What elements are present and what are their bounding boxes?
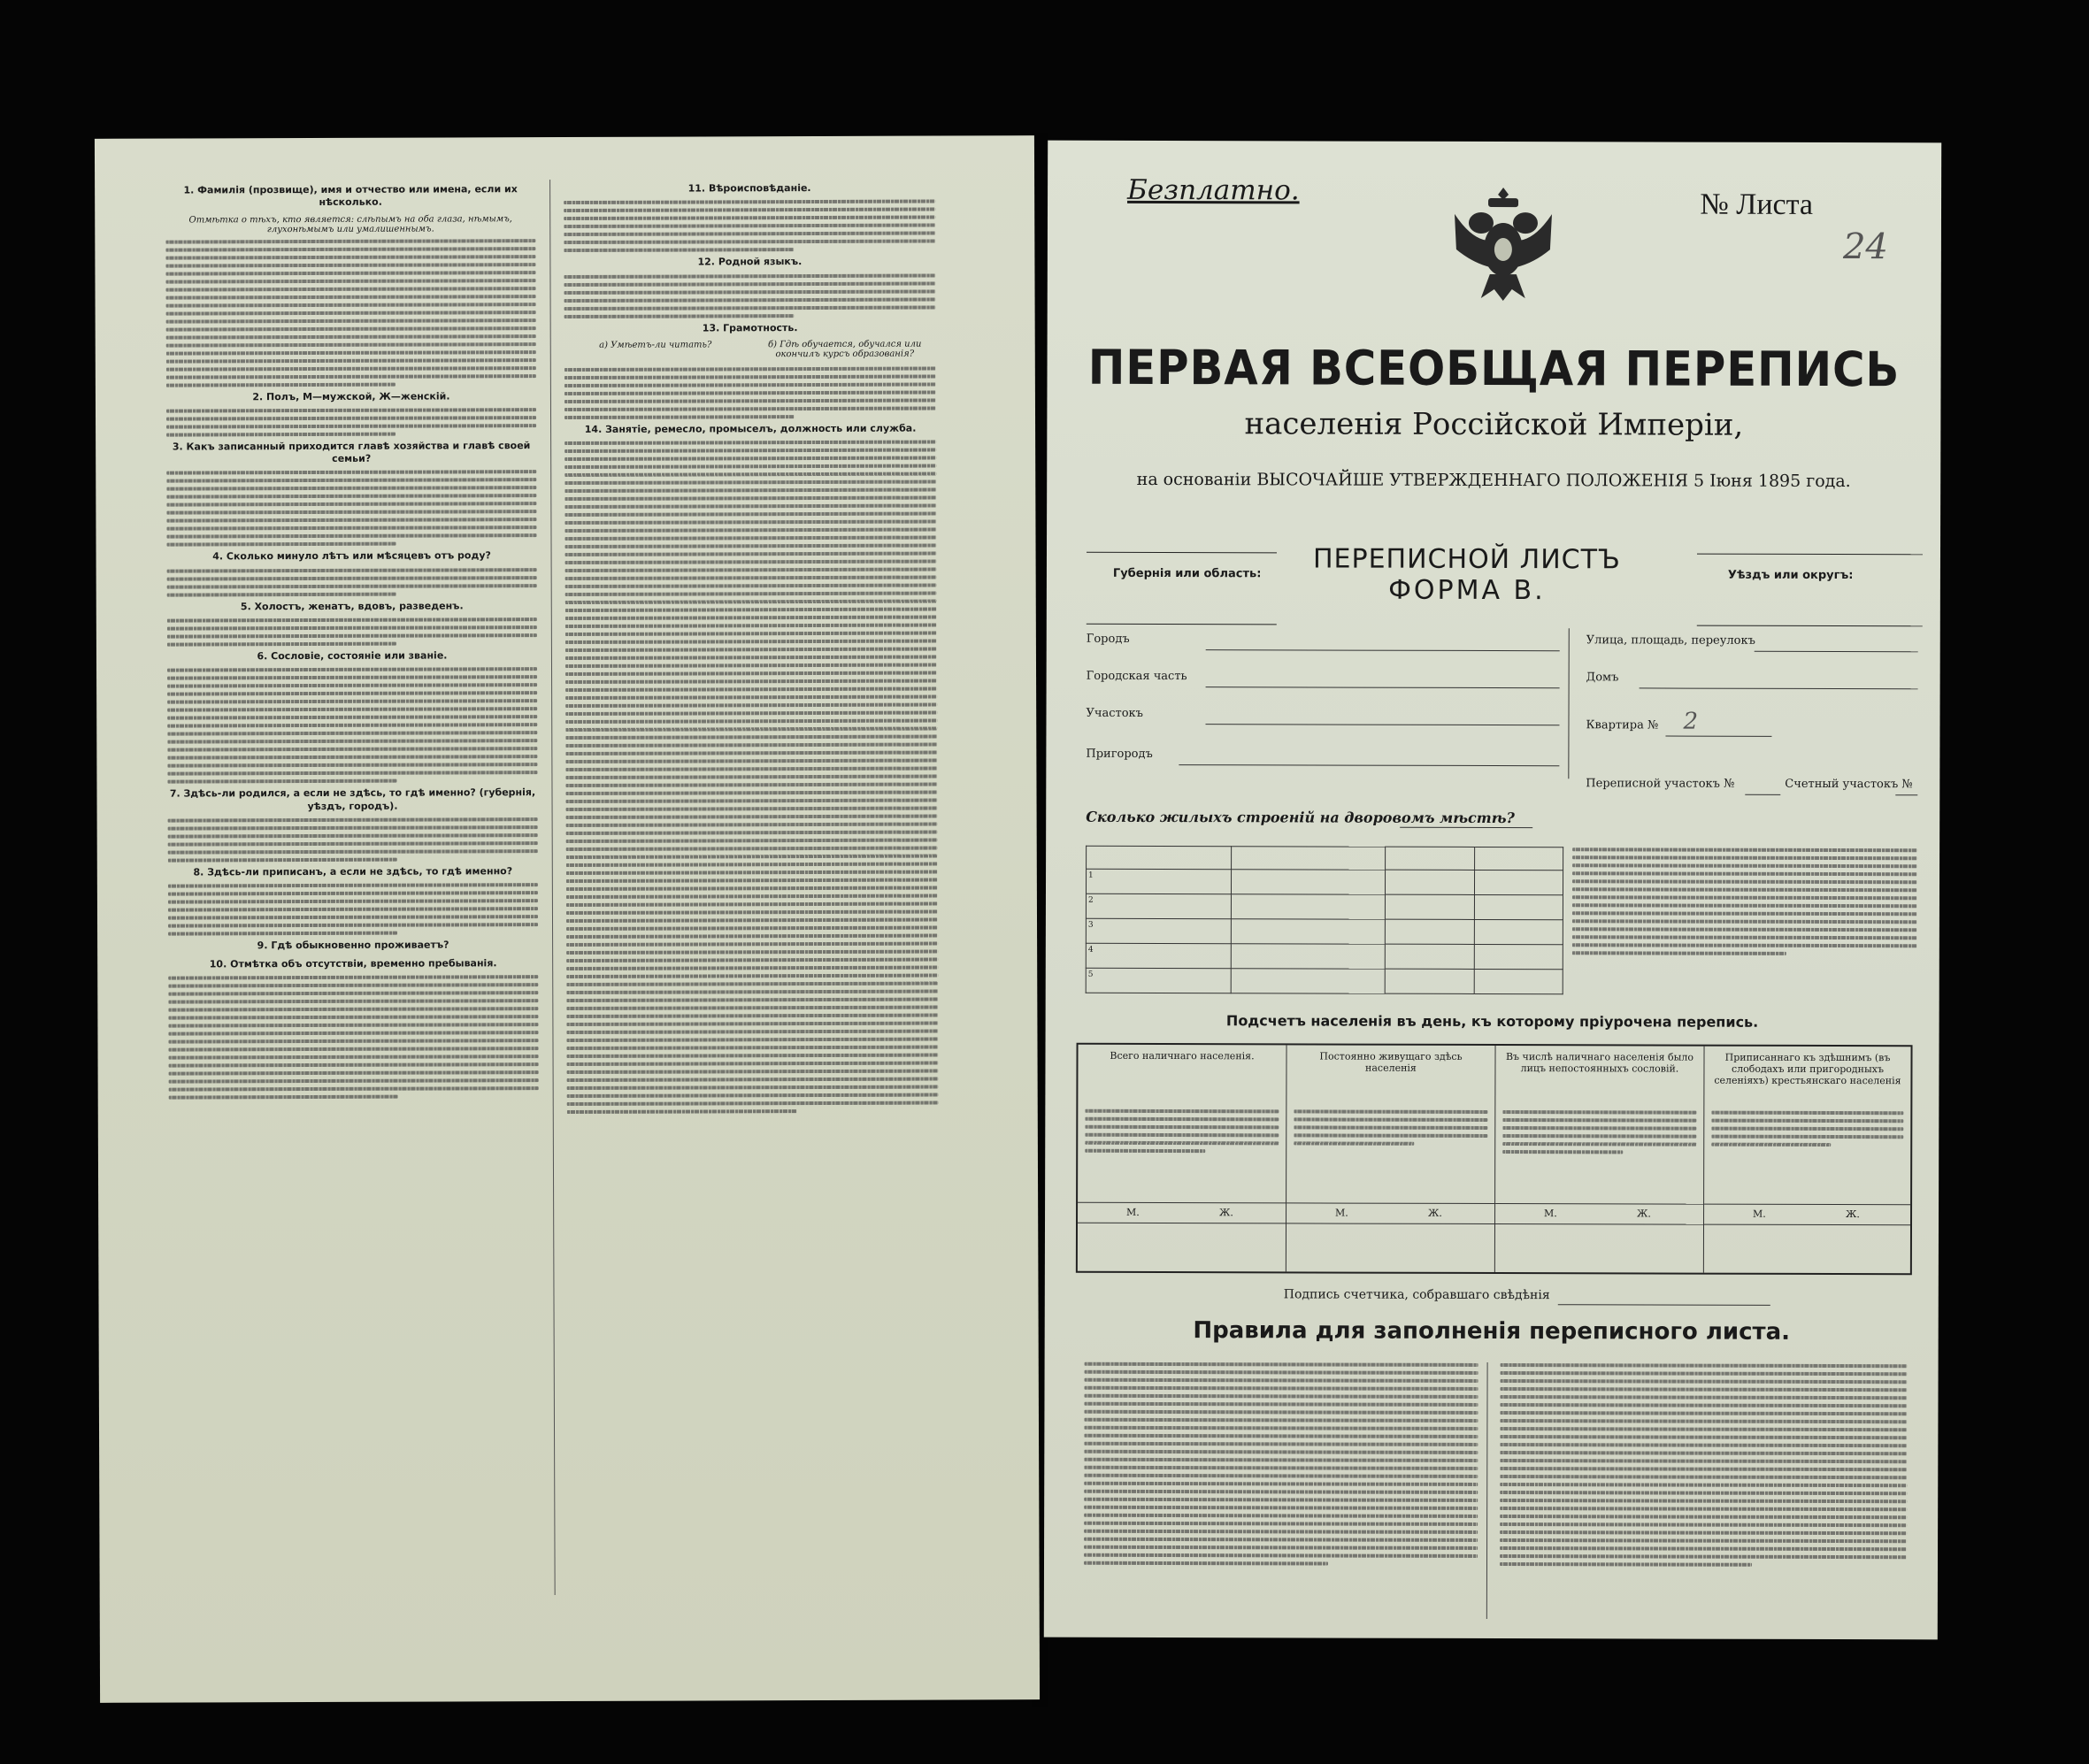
body-text [564,441,939,1114]
handwritten-apartment-no: 2 [1683,708,1699,735]
free-stamp: Безплатно. [1127,173,1300,207]
section-note: Отмѣтка о тѣхъ, кто является: слѣпымъ на оба глаза, нѣмымъ, глухонѣмымъ или умалишеннымъ. [188,213,512,234]
field-suburb: Пригородъ [1086,747,1153,761]
mf-row [1286,1202,1494,1224]
section-heading: 10. Отмѣтка объ отсутствіи, временно пребыванія. [209,956,497,970]
body-text [167,667,537,783]
body-text [167,568,537,596]
mf-label: Ж. [1637,1208,1651,1220]
count-col-header: Приписаннаго къ здѣшнимъ (въ слободахъ или пригородныхъ селеніяхъ) крестьянскаго населенія [1714,1051,1901,1087]
double-headed-eagle-emblem [1446,179,1561,303]
mf-label: Ж. [1846,1208,1860,1221]
dw-row-num: 2 [1086,894,1231,918]
census-title: ПЕРВАЯ ВСЕОБЩАЯ ПЕРЕПИСЬ [1087,339,1901,398]
mf-label: М. [1335,1207,1348,1219]
sheet-number-label: № Листа [1700,188,1814,221]
address-divider [1568,628,1569,778]
province-label: Губернія или область: [1112,566,1262,581]
field-house: Домъ [1586,671,1619,685]
body-text [166,408,536,436]
section-heading: 2. Полъ, М—мужской, Ж—женскій. [252,390,450,403]
field-line [1755,651,1918,652]
section-heading: 14. Занятіе, ремесло, промыселъ, должность или служба. [584,422,917,435]
district-label: Уѣздъ или округъ: [1727,568,1854,583]
section-heading: 5. Холостъ, женатъ, вдовъ, разведенъ. [240,600,464,613]
field-city: Городъ [1086,632,1130,646]
left-column-2 [564,179,939,1119]
field-line [1665,736,1771,737]
census-basis: на основаніи ВЫСОЧАЙШЕ УТВЕРЖДЕННАГО ПОЛОЖЕНІЯ 5 Іюня 1895 года. [1136,469,1851,492]
form-title: ПЕРЕПИСНОЙ ЛИСТЪ [1312,543,1621,576]
body-text [564,273,935,318]
mf-label: М. [1753,1208,1766,1220]
field-line [1206,649,1560,651]
mf-label: М. [1126,1206,1140,1218]
count-col [1495,1046,1705,1273]
section-heading: 13. Грамотность. [702,321,798,334]
right-page [1044,141,1941,1640]
section-heading: 6. Сословіе, состояніе или званіе. [257,649,448,663]
dw-row-num: 3 [1086,918,1231,943]
mf-row [1704,1204,1910,1226]
form-title-block [1308,543,1626,606]
count-col-header: Въ числѣ наличнаго населенія было лицъ непостоянныхъ сословій. [1505,1051,1694,1075]
rules-title: Правила для заполненія переписного листа. [1193,1317,1791,1346]
form-name: ФОРМА В. [1388,574,1546,607]
dwellings-table [1086,846,1563,994]
literacy-subsections [564,339,936,364]
population-count-title: Подсчетъ населенія въ день, къ которому пріурочена перепись. [1225,1012,1759,1031]
dwellings-note [1572,845,1917,960]
count-col-header: Всего наличнаго населенія. [1110,1049,1255,1062]
province-box [1087,552,1277,625]
count-col-text [1294,1107,1487,1150]
census-subtitle: населенія Россійской Имперіи, [1244,406,1744,443]
dwellings-question: Сколько жилыхъ строеній на дворовомъ мѣстѣ? [1086,808,1515,827]
field-precinct: Участокъ [1086,706,1143,720]
mf-label: Ж. [1428,1207,1442,1219]
subsection-a: а) Умѣетъ-ли читать? [599,340,712,350]
field-apartment: Квартира № [1586,718,1659,732]
body-text [167,617,537,646]
count-col [1704,1047,1911,1274]
section-heading: 12. Родной языкъ. [697,256,803,268]
field-line [1895,794,1917,795]
left-page [95,135,1040,1703]
mf-row [1495,1203,1703,1225]
signature-line [1558,1304,1770,1306]
count-col [1286,1045,1496,1272]
mf-label: М. [1544,1208,1557,1220]
body-text [166,471,536,547]
count-col [1078,1045,1287,1272]
section-heading: 9. Гдѣ обыкновенно проживаетъ? [257,939,449,952]
left-column-1 [165,180,539,1103]
section-heading: 4. Сколько минуло лѣтъ или мѣсяцевъ отъ роду? [212,549,491,563]
field-line [1205,724,1559,725]
field-city-part: Городская часть [1086,669,1187,684]
section-heading: 11. Вѣроисповѣданіе. [687,182,811,195]
count-col-text [1085,1107,1279,1158]
district-box [1697,554,1923,627]
mf-label: Ж. [1219,1207,1233,1219]
section-heading: 8. Здѣсь-ли приписанъ, а если не здѣсь, то гдѣ именно? [193,865,513,878]
rules-divider [1486,1362,1488,1619]
population-count-table [1076,1043,1913,1275]
rules-column-2 [1500,1361,1908,1571]
count-col-header: Постоянно живущаго здѣсь населенія [1319,1050,1463,1074]
section-heading: 7. Здѣсь-ли родился, а если не здѣсь, то гдѣ именно? (губернія, уѣздъ, городъ). [169,786,536,812]
body-text [168,817,538,862]
body-text [564,200,935,252]
body-text [564,366,936,418]
dw-row-num: 4 [1086,943,1231,968]
field-street: Улица, площадь, переулокъ [1586,633,1755,648]
body-text [168,975,538,1099]
form-header-row [1087,543,1918,629]
subsection-b: б) Гдѣ обучается, обучался или окончилъ курсъ образованія? [768,339,922,360]
counter-signature-label: Подпись счетчика, собравшаго свѣдѣнія [1283,1287,1550,1303]
section-heading: 1. Фамилія (прозвище), имя и отчество или имена, если их нѣсколько. [183,183,518,209]
column-divider [549,180,556,1595]
mf-row [1078,1202,1286,1224]
field-count-area: Счетный участокъ № [1785,777,1913,792]
dw-row-num: 1 [1086,869,1231,894]
dw-row-num: 5 [1086,968,1231,993]
field-line [1640,687,1918,689]
body-text [165,239,536,387]
count-col-text [1502,1108,1696,1159]
field-census-area: Переписной участокъ № [1586,777,1735,791]
field-line [1179,764,1559,766]
section-heading: 3. Какъ записанный приходится главѣ хозяйства и главѣ своей семьи? [172,440,531,465]
handwritten-sheet-number: 24 [1842,226,1888,268]
count-col-text [1711,1108,1903,1152]
field-line [1745,794,1780,795]
body-text [168,883,538,935]
field-line [1206,686,1560,688]
field-line [1400,827,1532,828]
rules-column-1 [1084,1360,1478,1570]
